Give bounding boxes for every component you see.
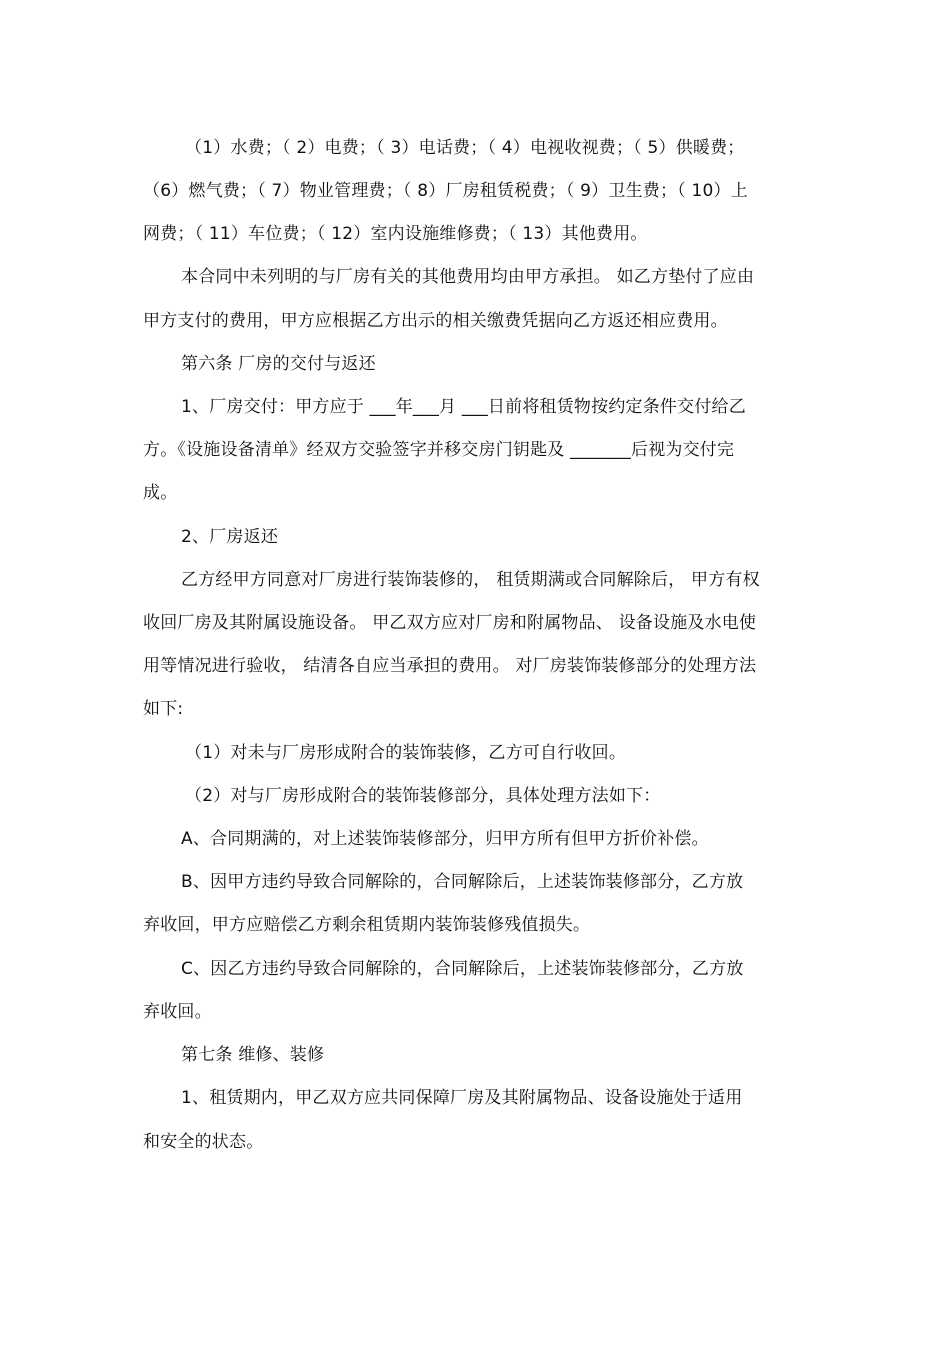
clause-maintenance-line-1: 1、租赁期内，甲乙双方应共同保障厂房及其附属物品、设备设施处于适用: [181, 1088, 743, 1108]
clause-delivery-line-1: 1、厂房交付：甲方应于 ___年___月 ___日前将租赁物按约定条件交付给乙: [181, 397, 746, 417]
item-1-removable-decoration: （1）对未与厂房形成附合的装饰装修，乙方可自行收回。: [185, 743, 627, 763]
item-a-contract-expiry: A、合同期满的，对上述装饰装修部分，归甲方所有但甲方折价补偿。: [181, 829, 709, 849]
paragraph-other-fees-line-1: 本合同中未列明的与厂房有关的其他费用均由甲方承担。 如乙方垫付了应由: [181, 267, 755, 287]
fee-list-line-1: （1）水费；（ 2）电费；（ 3）电话费；（ 4）电视收视费；（ 5）供暖费；: [185, 138, 745, 158]
clause-return-line-1: 乙方经甲方同意对厂房进行装饰装修的， 租赁期满或合同解除后， 甲方有权: [181, 570, 760, 590]
clause-delivery-line-3: 成。: [143, 483, 178, 503]
item-2-attached-decoration: （2）对与厂房形成附合的装饰装修部分，具体处理方法如下：: [185, 786, 661, 806]
clause-return-line-4: 如下:: [143, 699, 184, 719]
clause-return-line-3: 用等情况进行验收， 结清各自应当承担的费用。 对厂房装饰装修部分的处理方法: [143, 656, 757, 676]
item-c-line-2: 弃收回。: [143, 1002, 212, 1022]
item-b-line-1: B、因甲方违约导致合同解除的，合同解除后，上述装饰装修部分，乙方放: [181, 872, 744, 892]
item-c-line-1: C、因乙方违约导致合同解除的，合同解除后，上述装饰装修部分，乙方放: [181, 959, 744, 979]
article-seven-heading: 第七条 维修、装修: [181, 1045, 325, 1065]
clause-return-line-2: 收回厂房及其附属设施设备。 甲乙双方应对厂房和附属物品、 设备设施及水电使: [143, 613, 757, 633]
fee-list-line-3: 网费；（ 11）车位费；（ 12）室内设施维修费；（ 13）其他费用。: [143, 224, 648, 244]
article-six-heading: 第六条 厂房的交付与返还: [181, 354, 376, 374]
clause-return-heading: 2、厂房返还: [181, 527, 279, 547]
fee-list-line-2: （6）燃气费；（ 7）物业管理费；（ 8）厂房租赁税费；（ 9）卫生费；（ 10）上: [143, 181, 748, 201]
item-b-line-2: 弃收回，甲方应赔偿乙方剩余租赁期内装饰装修残值损失。: [143, 915, 591, 935]
paragraph-other-fees-line-2: 甲方支付的费用，甲方应根据乙方出示的相关缴费凭据向乙方返还相应费用。: [143, 311, 728, 331]
clause-maintenance-line-2: 和安全的状态。: [143, 1132, 264, 1152]
clause-delivery-line-2: 方。《设施设备清单》经双方交验签字并移交房门钥匙及 _______后视为交付完: [143, 440, 735, 460]
